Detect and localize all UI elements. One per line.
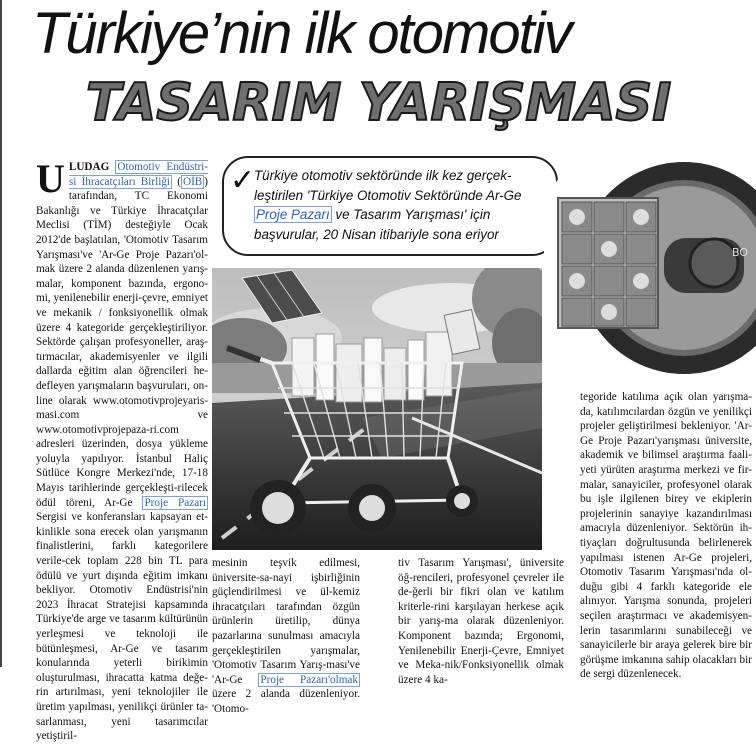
article-column-2	[212, 556, 360, 717]
article-column-3	[398, 556, 564, 687]
text-span: ) tarafından, TC Ekonomi Bakanlığı ve Türkiye İhracatçılar Meclisi (TİM) desteğiyle Ocak 2012'de başlatılan, 'Otomotiv Tasarım Yarışması've 'Ar-Ge Proje Pazarı'ol-mak üzere 2 alanda düzenlenen yarış-malar, komponent bazında, ergono-mi, yenilenebilir enerji-çevre, emniyet ve mekanik / fonksiyonellik olmak üzere 4 kategoride gerçekleştiriliyor. Sektörde çalışan profesyoneller, araş-tırmacılar, akademisyenler ve ilgili dallarda eğitim alan öğrencileri he-defleyen yarışmaların başvuruları, on-line olarak www.otomotivprojeyaris-masi.com ve www.otomotivprojepaza-ri.com adresleri üzerinden, dosya yükleme yoluyla yapılıyor. İstanbul Haliç Sütlüce Kongre Merkezi'nde, 17-18 Mayıs tarihlerinde gerçekleşti-rilecek ödül töreni, Ar-Ge	[36, 175, 208, 509]
steering-wheel-illustration	[544, 158, 756, 386]
drop-cap: U	[36, 156, 65, 201]
callout-text: Türkiye otomotiv sektöründe ilk kez gerçek-leştirilen 'Türkiye Otomotiv Sektöründe Ar-Ge	[254, 168, 522, 203]
column-1-paragraph	[36, 156, 209, 744]
headline-line-2: TASARIM YARIŞMASI	[86, 73, 672, 133]
highlight-proje-pazari: Proje Pazarı	[144, 496, 206, 509]
shopping-cart-illustration	[212, 268, 542, 550]
text-span: (	[172, 175, 181, 188]
callout-box	[222, 156, 558, 256]
steering-wheel-photo	[544, 158, 756, 386]
headline-line-1: Türkiye’nin ilk otomotiv	[32, 1, 571, 66]
text-span: üzere 2 alanda düzenleniyor. 'Otomo-	[212, 688, 360, 715]
article-column-1	[36, 156, 209, 744]
lead-word: LUDAG	[68, 161, 116, 173]
highlight-proje-pazari-2: Proje Pazarı'olmak	[260, 673, 358, 686]
callout-text-2: ve Tasarım Yarışması' için başvurular, 20 Nisan itibariyle sona eriyor	[254, 207, 499, 242]
svg-text:BO: BO	[732, 246, 749, 259]
column-4-paragraph: tegoride katılıma açık olan yarışma-da, katılımcılardan özgün ve yenilikçi projeler geliştirilmesi bekleniyor. 'Ar-Ge Proje Pazarı'yarışması üniversite, akademik ve bilimsel araştırma faali-yeti yürüten araştırma merkezi ve fir-malar, sanayiciler, profesyonel olarak bu işle ilgilenen birey ve ekiplerin projelerinin sanayiye kazandırılması amacıyla düzenleniyor. Sektörün ih-tiyaçları doğrultusunda belirlenerek yapılması istenen Ar-Ge projeleri, Otomotiv Tasarım Yarışması'nda ol-duğu gibi 4 farklı kategoride ele alınıyor. Yarışma sonunda, projeleri seçilen araştırmacı ve akademisyen-lerin tasarımlarını sunabileceği ve sanayicilerle bir araya gelerek bire bir görüşme imkanına sahip olacakları bir de sergi düzenlenecek.	[580, 391, 752, 681]
column-3-paragraph: tiv Tasarım Yarışması', üniversite öğ-rencileri, profesyonel çevreler ile de-ğerli bir fikri olan ve katılım kriterle-rini karşılayan herkese açık bir yarış-ma olarak düzenleniyor. Komponent bazında; Ergonomi, Yenilenebilir Enerji-Çevre, Emniyet ve Meka-nik/Fonksiyonellik olmak üzere 4 ka-	[398, 557, 564, 686]
page-edge-rule	[0, 0, 2, 667]
shopping-cart-photo	[212, 268, 542, 550]
callout-highlight: Proje Pazarı	[256, 207, 330, 222]
column-2-paragraph	[212, 556, 360, 717]
article-column-4	[580, 390, 752, 682]
text-span: Sergisi ve konferansları kapsayan et-kinlikle sona erecek olan yarışmanın finalistlerini, farklı kategorilere verile-cek toplam 228 bin TL para ödülü ve yurt dışında eğitim imkanı bekliyor. Otomotiv Endüstrisi'nin 2023 İhracat Stratejisi kapsamında Türkiye'de arge ve tasarım kültürünün yerleşmesi ve teknoloji ile bütünleşmesi, Ar-Ge ve tasarım konularında yeterli birikimin oluşturulması, ihracatta katma değe-rin artırılması, yeni teknolojiler ile üretim yapılması, yenilikçi ürünler ta-sarlanması, yeni tasarımcılar yetiştiril-	[36, 511, 208, 743]
checkmark-icon: ✓	[230, 164, 256, 197]
highlight-oib: OİB	[182, 175, 203, 188]
highlight-oib-name: Otomotiv Endüstri-si İhracatçıları Birliği	[68, 161, 209, 188]
text-span: mesinin teşvik edilmesi, üniversite-sa-nayi işbirliğinin güçlendirilmesi ve ül-kemiz ihracatçıları tarafından özgün ürünlerin üretilip, dünya pazarlarına sunulması amacıyla gerçekleştirilen yarışmalar, 'Otomotiv Tasarım Yarış-ması've 'Ar-Ge	[212, 557, 360, 686]
